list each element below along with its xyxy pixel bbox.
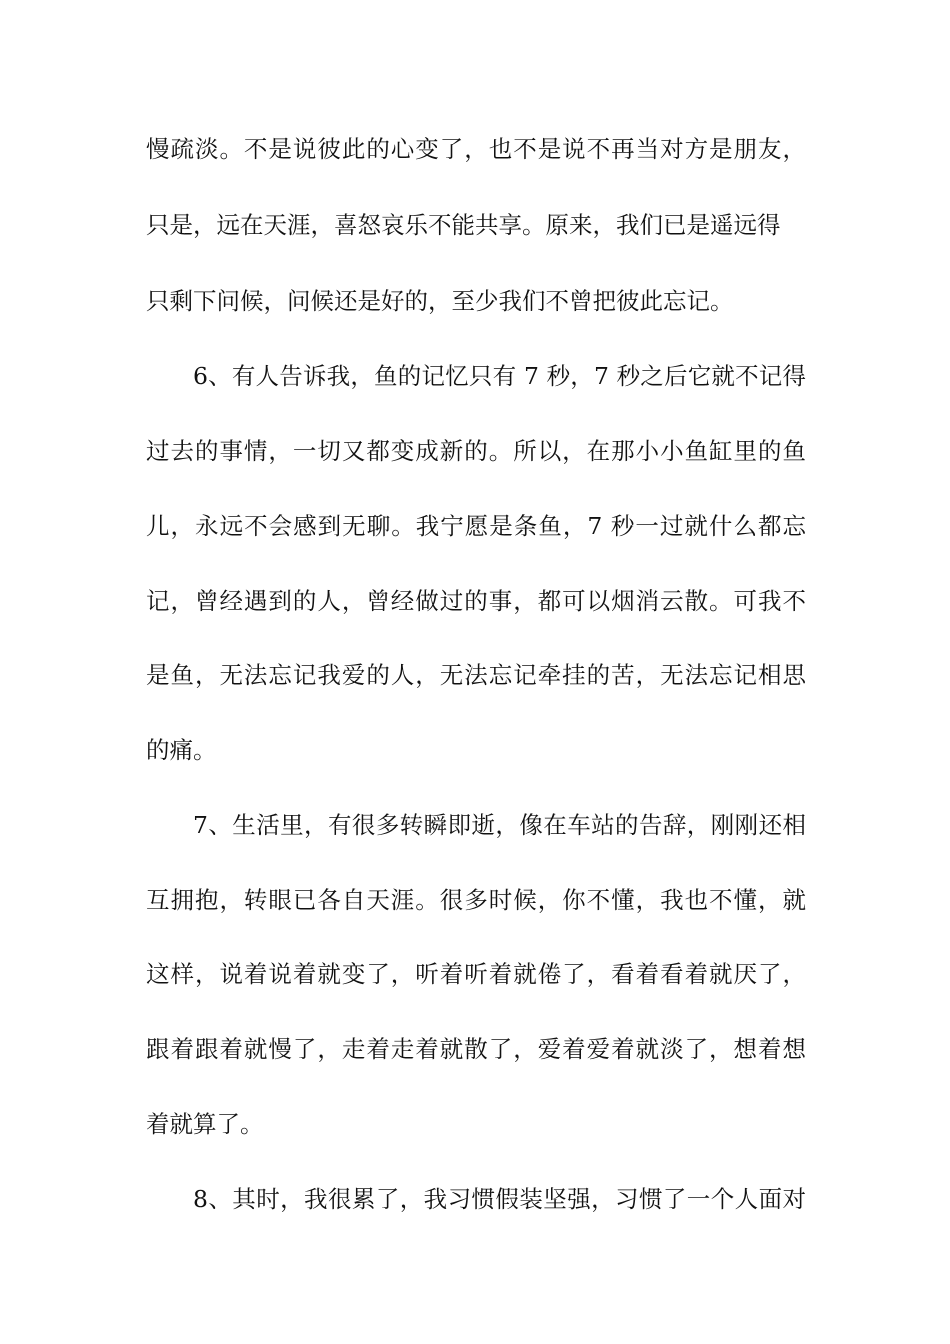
text-line: 7、生活里，有很多转瞬即逝，像在车站的告辞，刚刚还相 [193,811,806,839]
text-line: 只是，远在天涯，喜怒哀乐不能共享。原来，我们已是遥远得 [146,211,781,239]
text-line: 慢疏淡。不是说彼此的心变了，也不是说不再当对方是朋友， [146,135,806,163]
text-line: 的痛。 [146,736,217,764]
text-line: 互拥抱，转眼已各自天涯。很多时候，你不懂，我也不懂，就 [146,886,806,914]
text-line: 8、其时，我很累了，我习惯假装坚强，习惯了一个人面对 [193,1185,806,1213]
text-line: 这样，说着说着就变了，听着听着就倦了，看着看着就厌了， [146,960,806,988]
text-line: 过去的事情，一切又都变成新的。所以，在那小小鱼缸里的鱼 [146,437,806,465]
text-line: 记，曾经遇到的人，曾经做过的事，都可以烟消云散。可我不 [146,587,806,615]
text-line: 是鱼，无法忘记我爱的人，无法忘记牵挂的苦，无法忘记相思 [146,661,806,689]
text-line: 只剩下问候，问候还是好的，至少我们不曾把彼此忘记。 [146,287,734,315]
text-line: 着就算了。 [146,1110,264,1138]
text-line: 跟着跟着就慢了，走着走着就散了，爱着爱着就淡了，想着想 [146,1035,806,1063]
text-line: 6、有人告诉我，鱼的记忆只有 7 秒，7 秒之后它就不记得 [193,362,806,390]
text-line: 儿，永远不会感到无聊。我宁愿是条鱼，7 秒一过就什么都忘 [146,512,806,540]
